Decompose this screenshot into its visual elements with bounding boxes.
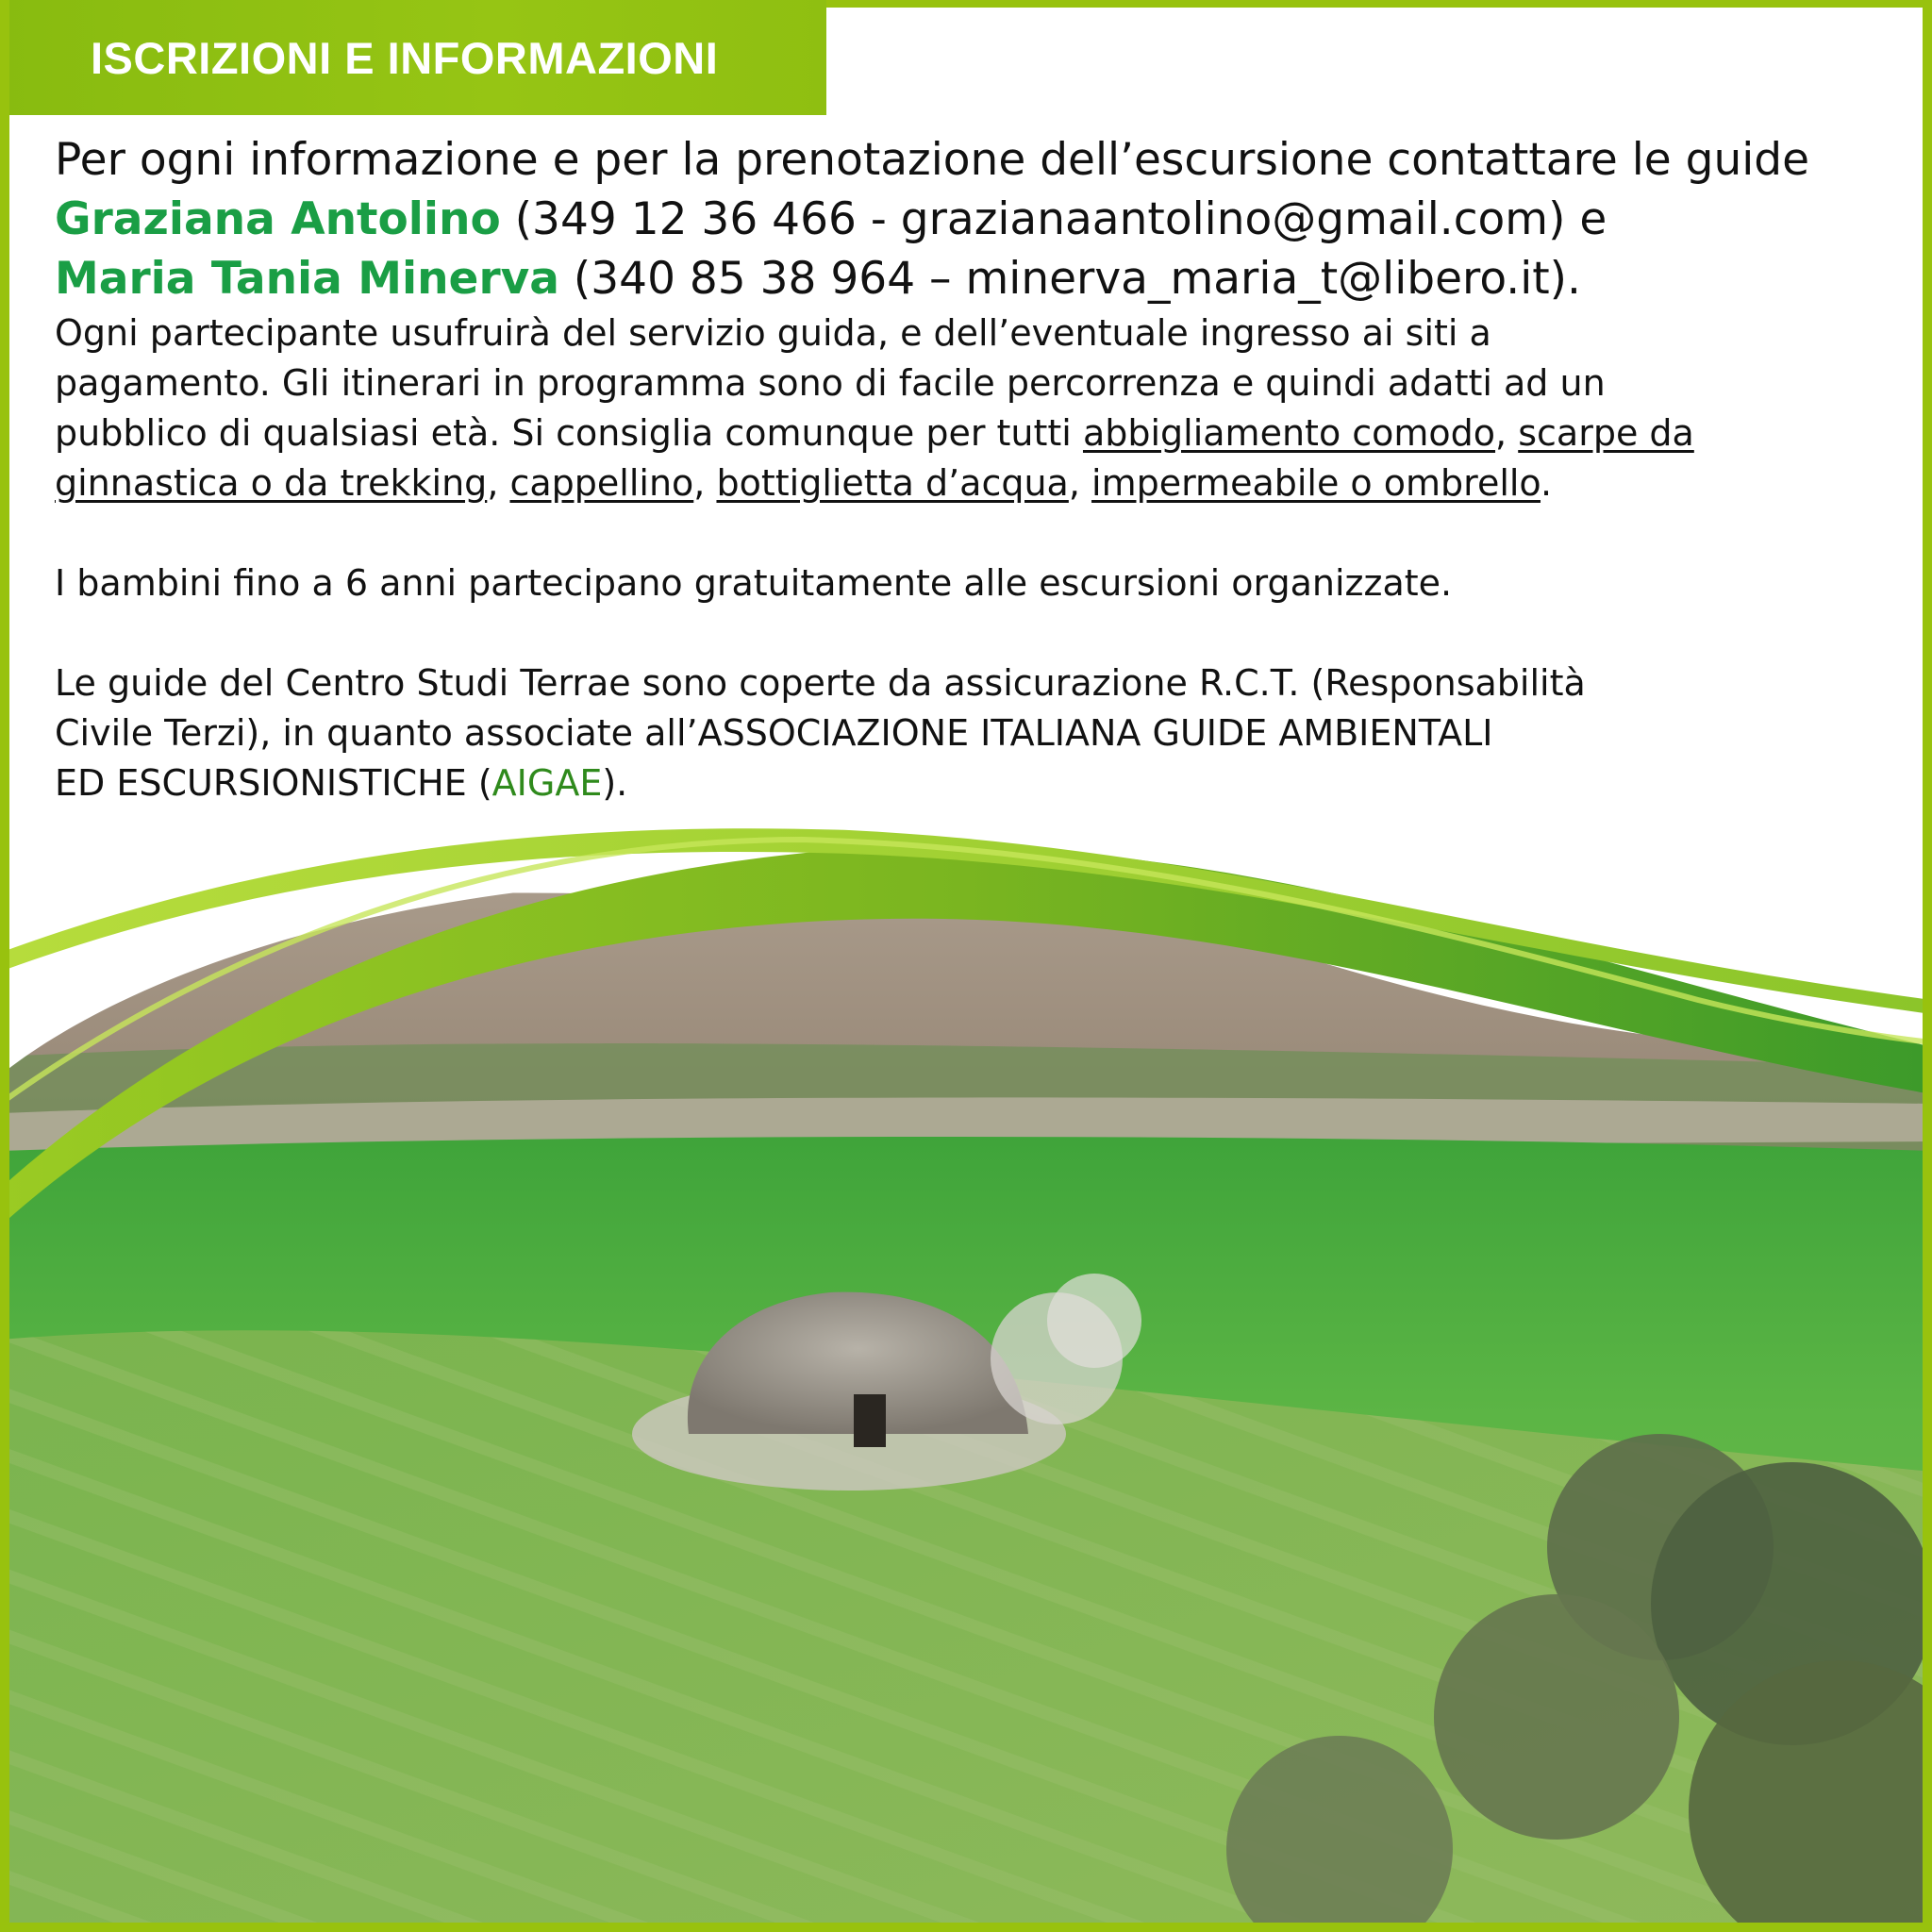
insurance-line-3: ED ESCURSIONISTICHE ( xyxy=(55,762,492,804)
gear-item-raincoat: impermeabile o ombrello xyxy=(1091,462,1541,504)
participant-line-2: pagamento. Gli itinerari in programma sono di facile percorrenza e quindi adatti ad un xyxy=(55,362,1606,404)
children-note: I bambini fino a 6 anni partecipano gratuitamente alle escursioni organizzate. xyxy=(55,562,1453,604)
guide-2-name: Maria Tania Minerva xyxy=(55,253,559,305)
guide-1-details: (349 12 36 466 - grazianaantolino@gmail.com) e xyxy=(500,193,1607,245)
intro-line: Per ogni informazione e per la prenotazione dell’escursione contattare le guide xyxy=(55,134,1810,186)
separator: , xyxy=(1068,462,1092,504)
gear-item-hat: cappellino xyxy=(509,462,694,504)
gear-item-shoes-part-2: ginnastica o da trekking xyxy=(55,462,488,504)
gear-item-water: bottiglietta d’acqua xyxy=(716,462,1069,504)
page-title: ISCRIZIONI E INFORMAZIONI xyxy=(91,33,719,83)
guide-1-name: Graziana Antolino xyxy=(55,193,501,245)
insurance-paragraph xyxy=(55,658,1894,808)
guide-2-details: (340 85 38 964 – minerva_maria_t@libero.it). xyxy=(558,253,1581,305)
participant-line-3: pubblico di qualsiasi età. Si consiglia comunque per tutti xyxy=(55,412,1083,454)
participant-paragraph xyxy=(55,308,1894,508)
aigae-acronym: AIGAE xyxy=(491,762,603,804)
participant-line-1: Ogni partecipante usufruirà del servizio guida, e dell’eventuale ingresso ai siti a xyxy=(55,312,1491,354)
info-content xyxy=(55,130,1894,808)
guide-1-contact xyxy=(55,190,1894,249)
gear-item-clothing: abbigliamento comodo xyxy=(1082,412,1496,454)
insurance-line-1: Le guide del Centro Studi Terrae sono coperte da assicurazione R.C.T. (Responsabilità xyxy=(55,662,1586,704)
closing-paren: ). xyxy=(602,762,628,804)
separator: , xyxy=(1495,412,1519,454)
insurance-line-2: Civile Terzi), in quanto associate all’ASSOCIAZIONE ITALIANA GUIDE AMBIENTALI xyxy=(55,712,1493,754)
separator: , xyxy=(487,462,510,504)
gear-item-shoes-part-1: scarpe da xyxy=(1518,412,1694,454)
period: . xyxy=(1541,462,1553,504)
top-accent-line xyxy=(821,0,1932,8)
header-bar xyxy=(0,0,826,115)
guide-2-contact xyxy=(55,249,1894,308)
separator: , xyxy=(693,462,717,504)
